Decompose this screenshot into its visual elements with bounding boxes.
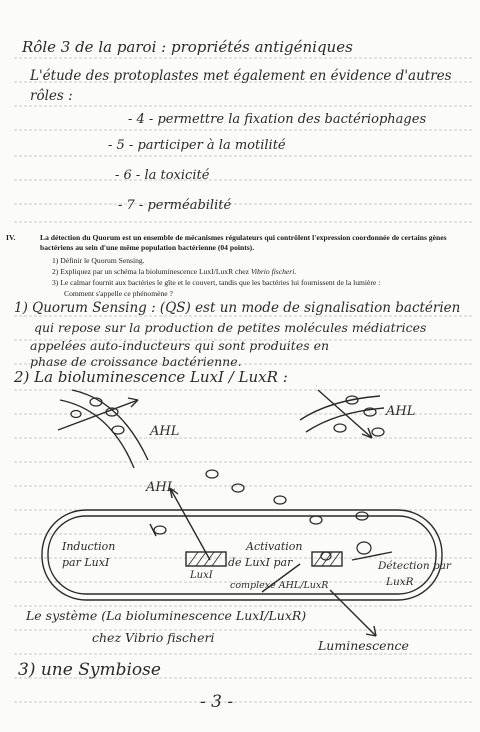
activation-label-line2: de LuxI par [228, 556, 293, 569]
answer-1-line1: 1) Quorum Sensing : (QS) est un mode de signalisation bactérien [14, 300, 461, 316]
handwritten-role-4: - 4 - permettre la fixation des bactériophages [128, 112, 427, 127]
induction-label-line1: Induction [62, 540, 116, 553]
answer-3: 3) une Symbiose [18, 660, 161, 680]
ahl-top-label: AHL [146, 480, 176, 495]
answer-1-line3: appelées auto-inducteurs qui sont produites en [30, 338, 330, 353]
answer-1-line2: qui repose sur la production de petites molécules médiatrices [34, 320, 427, 335]
complex-label: complexe AHL/LuxR [230, 580, 329, 591]
handwritten-intro-line1: L'étude des protoplastes met également en évidence d'autres [30, 68, 452, 84]
luminescence-label: Luminescence [318, 638, 409, 653]
question-2-text: 2) Expliquez par un schéma la bioluminescence LuxI/LuxR chez [52, 267, 251, 276]
ahl-molecules [71, 396, 384, 560]
luxI-label: LuxI [190, 570, 213, 581]
right-curve-inner [306, 408, 384, 432]
luminescence-arrow [330, 590, 376, 636]
question-2-species: Vibrio fischeri [250, 267, 295, 276]
question-3-line1: 3) Le calmar fournit aux bactéries le gîte et le couvert, tandis que les bactéries lui fournissent de la lumière : [52, 278, 381, 287]
answer-1-line4: phase de croissance bactérienne. [30, 354, 242, 369]
system-label-line1: Le système (La bioluminescence LuxI/LuxR) [26, 608, 307, 623]
activation-label-line1: Activation [246, 540, 303, 553]
exercise-heading: La détection du Quorum est un ensemble de mécanismes régulateurs qui contrôlent l'expression coordonnée de certains gènes bactériens au sein d'une même population bactérienne (04 points). [40, 233, 447, 253]
exercise-number: IV. [6, 233, 16, 242]
left-curve-inner [60, 400, 134, 468]
detection-label-line1: Détection par [378, 560, 451, 572]
left-arrow [58, 400, 138, 430]
handwritten-intro-line2: rôles : [30, 88, 73, 104]
ahl-out-arrow [170, 488, 210, 560]
induction-label-line2: par LuxI [62, 556, 110, 569]
question-3-line2: Comment s'appelle ce phénomène ? [64, 289, 173, 298]
ahl-left-label: AHL [150, 424, 180, 439]
handwritten-role-7: - 7 - perméabilité [118, 198, 232, 213]
handwritten-role-6: - 6 - la toxicité [115, 168, 210, 183]
question-1: 1) Définir le Quorum Sensing. [52, 256, 145, 265]
system-label-line2: chez Vibrio fischeri [92, 630, 215, 645]
question-2-end: . [294, 267, 297, 276]
handwritten-title: Rôle 3 de la paroi : propriétés antigéniques [22, 38, 353, 56]
answer-2-title: 2) La bioluminescence LuxI / LuxR : [14, 368, 288, 386]
handwritten-role-5: - 5 - participer à la motilité [108, 138, 286, 153]
detection-label-line2: LuxR [386, 576, 414, 588]
ahl-right-label: AHL [386, 404, 416, 419]
page-number: - 3 - [200, 692, 234, 712]
